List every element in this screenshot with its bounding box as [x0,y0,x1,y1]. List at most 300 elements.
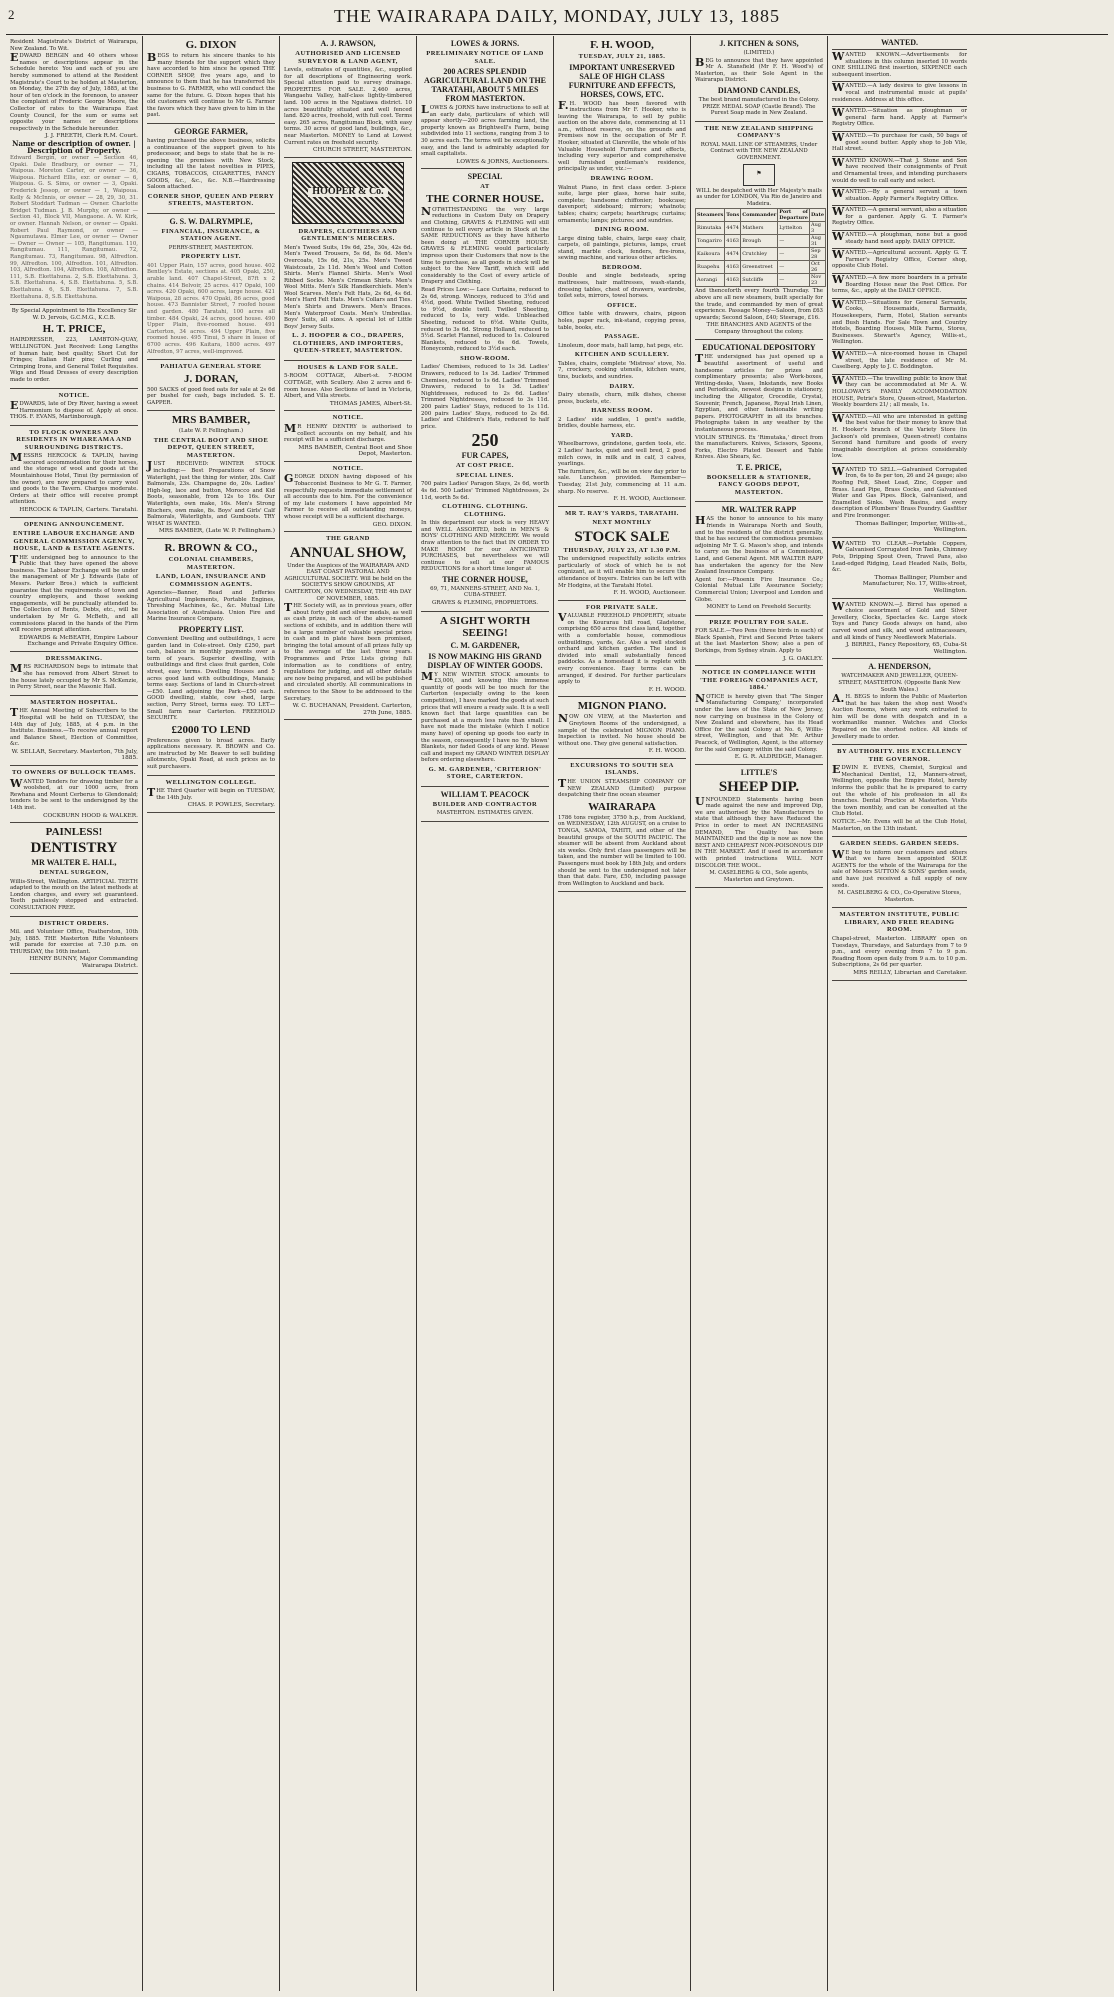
dixon-notice-body: GEORGE DIXON having disposed of his Tobacconist Business to Mr G. T. Farmer, respectfully requests immediate settlement of all accounts due to him. For the convenience of my late customers I have appointed Mr Farmer to receive all outstanding moneys, whose receipt will be a sufficient discharge. [284,472,412,520]
opening-heading: OPENING ANNOUNCEMENT. [23,520,125,528]
companies-act-ad [695,669,823,764]
column-3 [280,36,417,1991]
lowes-body: LOWES & JORNS have instructions to sell at an early date, particulars of which will appear shortly—200 acres farming land, the property known as Brightwell's Farm, being subdivided into 11 sections, ranging from 3 to 30 acres each. The terms will be exceptionally easy, and the land is admirably adapted for small capitalists. [421,103,549,158]
farmer-ad [147,127,275,214]
gardener-display: IS NOW MAKING HIS GRAND DISPLAY OF WINTER GOODS. [427,651,543,670]
private-sale-ad [558,604,686,698]
dixon-heading: G. DIXON [185,39,237,51]
showroom-body: Ladies' Chemises, reduced to 1s 3d. Ladies' Drawers, reduced to 1s 3d. Ladies' Trimmed Chemises, reduced to 1s 6d. Ladies' Trimmed Drawers, reduced to 1s 3d. Ladies' Nightdresses, reduced to 2s 6d. Ladies' Trimmed Nightdresses, reduced to 3s 11d. 200 pairs Ladies' Stays, reduced to 1s 11d. 200 pairs Ladies' Stays, reduced to 2s 6d. Ladies' and Children's Hats, reduced to half price. [421,364,549,430]
passage-body: Linoleum, door mats, hall lamp, hat pegs, etc. [558,342,684,349]
edu-body-2: VIOLIN STRINGS. Ex 'Rimutaka,' direct from the manufacturers. Knives, Scissors, Spoons, Forks, Electro Plated Dessert and Table Knives. Also Shears, &c. [695,434,823,461]
candles-body: The best brand manufactured in the Colony. PRIZE MEDAL SOAP (Castle Brand). The Purest Soap made in New Zealand. [698,96,820,117]
rawson-sub: AUTHORISED AND LICENSED SURVEYOR & LAND AGENT, [295,50,401,65]
college-ad [147,779,275,813]
evens-signature: NOTICE.—Mr. Evens will be at the Club Hotel, Masterton, on the 13th instant. [832,819,967,832]
dixon-notice-signature: GEO. DIXON. [372,521,412,528]
table-row [696,274,826,287]
columns [6,36,1108,1991]
dalrymple-heading: G. S. W. DALRYMPLE, [169,216,253,226]
companies-body: NOTICE is hereby given that 'The Singer Manufacturing Company,' incorporated under the laws of the State of New Jersey, now carrying on business in the Colony of New Zealand and elsewhere, has its Head Office for the said Colony at No. 6, Willis-street, Wellington, and that Mr. Arthur Peacock, of Wellington, Agent, is the attorney for the said Company within the said Colony. [695,691,823,753]
table-row [696,248,826,261]
auction-body: F.H. WOOD has been favored with instructions from Mr F. Hooker, who is leaving the Wairarapa, to sell by public auction on the above date, commencing at 11 a.m., without reserve, on the grounds and Premises now in the occupation of Mr F. Hooker, situated at Clareville, the whole of his Valuable Household Furniture and effects, including very superior and comprehensive well furnished gentleman's residence, principally as under, viz.:— [558,98,686,173]
henderson-ad [832,662,967,745]
bamber-sub: (Late W. P. Fellingham.) [178,428,244,435]
lowes-signature: LOWES & JORNS, Auctioneers. [456,158,549,165]
yard-signature: F. H. WOOD, Auctioneer. [613,496,686,503]
companies-heading: NOTICE IN COMPLIANCE WITH 'THE FOREIGN COMPANIES ACT, 1884.' [700,669,818,692]
schedule-header: Name or description of owner. | Description of Property. [12,138,136,155]
bedroom-body: Double and single bedsteads, spring mattresses, hair mattresses, wash-stands, dressing tables, chest of drawers, wardrobe, toilet sets, mirrors, towel horses. [558,273,686,300]
kitchen-sons-sub: (LIMITED.) [743,50,775,56]
lowes-sub: PRELIMINARY NOTICE OF LAND SALE. [426,50,544,65]
dentist-name: MR WALTER E. HALL, [31,858,117,868]
yard-body-2: The furniture, &c., will be on view day prior to sale. Luncheon provided. Remember—Tuesday, 21st July, commencing at 11 a.m. sharp. No reserve. [558,468,686,495]
labour-body: THE undersigned beg to announce to the Public that they have opened the above business. The Labour Exchange will be under the management of Mr J. Edwards (late of Messrs. Parker Bros.) which is sufficient guarantee that the requirements of town and country employers, and those seeking engagements, will be punctually attended to. The Collection of Rents, Debts, etc., will be undertaken by Mr G. McBeth, and all commissions placed in the hands of the Firm will receive prompt attention. [10,552,138,634]
wanted-item-15 [832,464,967,538]
brown-sub: COLONIAL CHAMBERS, MASTERTON. [168,556,254,571]
edu-body: THE undersigned has just opened up a beautiful assortment of useful and handsome articles for prizes and complimentary presents; also Work-boxes, Writing-desks, Vases, Inkstands, new Books and Periodicals, newest designs in stationery, including the Alligator, Crocodile, Crystal, Souvenir, French, Japanese, Royal Irish Linen, Egyptian, and other fashionable writing papers. PHOTOGRAPHY in all its branches. Photographs taken in any weather by the instantaneous process. [695,352,823,433]
dentistry-body: Willis-Street, Wellington. ARTIFICIAL TEETH adapted to the mouth on the latest methods at London charges, and every set guaranteed. Teeth painlessly stopped and extracted. CONSULTATION FREE. [10,878,138,911]
rapp-body: HAS the honor to announce to his many friends in Wairarapa North and South, and to the residents of the district generally, that he has secured the commodious premises adjoining Mr T. G. Mason's shop, and intends to carry on the business of a Commission, Land, and General Agent. MR WALTER RAPP has undertaken the agency for the New Zealand Insurance Company. [695,514,823,576]
seeds-heading: GARDEN SEEDS. GARDEN SEEDS. [839,840,960,848]
dentry-notice [284,414,412,461]
evans-notice [10,392,138,426]
stock-signature: F. H. WOOD, Auctioneer. [613,590,686,597]
wanted-17-body: WANTED KNOWN.—J. Birrel has opened a choice assortment of Gold and Silver Jewellery, Clocks, Spectacles &c. Large stock Toys and Fancy Goods always on hand, also carved wood and silk, and wood antimacassars, and all kinds of Fancy Needlework Materials. [832,599,967,641]
stock-body: The undersigned respectfully solicits entries particularly of stock of which he is not cognizant, as it will enable him to secure the attendance of buyers. Entries can be left with Mr Hodgins, at the Taratahi Hotel. [558,556,686,589]
wanted-item-7: WANTED.—A general servant, also a situation for a gardener. Apply G. T. Farmer's Registry Office. [832,207,967,231]
wanted-item-16 [832,538,967,599]
bamber-heading: MRS BAMBER, [171,414,251,427]
stock-heading-2: STOCK SALE [574,528,670,545]
wanted-heading: WANTED. [880,38,919,47]
hospital-heading: MASTERTON HOSPITAL. [30,698,118,706]
dixon-body: BEGS to return his sincere thanks to his many friends for the support which they have accorded to him since he opened THE CORNER SHOP, five years ago, and to announce to them that he has transferred his business to G. FARMER, who will conduct the same for the future. G. Dixon hopes that his old customers will continue to Mr G. Farmer the favors which they have given to him in the past. [147,51,275,119]
cell: Ruapehu [696,261,725,274]
cell: Tongariro [696,235,725,248]
wanted-item-8: WANTED.—A ploughman, none but a good steady hand need apply. DAILY OFFICE. [832,232,967,249]
cell: — [778,235,810,248]
dixon-notice-heading: NOTICE. [332,464,364,472]
lend-heading: £2000 TO LEND [171,723,251,736]
edu-heading: EDUCATIONAL DEPOSITORY [702,343,816,353]
bullock-heading: TO OWNERS OF BULLOCK TEAMS. [11,769,137,777]
rawson-body: Levels, estimates of quantities, &c., supplied for all descriptions of Engineering work. Special attention paid to survey drainage. PROPERTIES FOR SALE. 2,460 acres, Wangaehu Valley, half-class lightly-timbered land. 100 acres in the Ngatiawa district. 10 acres beautifully situated and well fenced land. 820 acres, freehold, with full cost. Terms easy. 265 acres, Rangitumau Block, with easy terms. 30 acres of good land, buildings, &c., near Masterton. MONEY to Lend at Lowest Current rates on freehold security. [284,67,412,146]
wood-auction-ad [558,39,686,507]
dining-room-body: Large dining table, chairs, large easy chair, carpets, oil paintings, pictures, lamps, cruet stand, marble clock, fenders, fire-irons, sewing machine, and various other articles. [558,235,686,262]
flock-signature: HERCOCK & TAPLIN, Carters. Taratahi. [19,507,138,514]
dentry-signature: MRS BAMBER, Central Boot and Shoe Depot, Masterton. [298,444,412,458]
poultry-signature: J. G. OAKLEY. [783,655,823,662]
rapp-heading: MR. WALTER RAPP [721,505,797,515]
property-list-body: 401 Upper Plain, 157 acres, good house. 402 Bentley's Estate, sections at. 405 Opaki, 250, arable land. 407 Chapel-Street, 87ft x 2 chains. 414 Belvoir, 25 acres. 417 Opaki, 100 acres. 420 Opaki, 600 acres, large house. 421 Waipoua, 28 acres. 470 Opaki, 86 acres, good house. 473 Bannister Street, 7 roofed house and garden. 480 Taratahi, 100 acres all timber. 484 Opaki, 24 acres, good house. 490 Upper Plain, five-roomed house. 491 Carterton, 34 acres. 494 Upper Plain, five roomed house. 495 Tinui, 5 share in lease of 6700 acres. 496 Kaitara, 1800 acres. 497 Alfredton, 97 acres, well-improved. [147,262,275,355]
labour-exchange-ad [10,521,138,652]
peacock-sub: BUILDER AND CONTRACTOR [432,800,538,808]
shipping-sub: ROYAL MAIL LINE OF STEAMERS, Under Contract with THE NEW ZEALAND GOVERNMENT. [700,141,818,161]
masthead-title: THE WAIRARAPA DAILY, MONDAY, JULY 13, 1885 [334,6,780,26]
hospital-ad [10,699,138,766]
cell: 4163 [725,261,741,274]
district-signature: HENRY BUNNY, Major Commanding Wairarapa District. [29,956,138,970]
evens-heading: BY AUTHORITY. HIS EXCELLENCY THE GOVERNOR. [837,748,962,763]
cell: Sep 28 [809,248,825,261]
special-lines-heading: SPECIAL LINES. [456,471,514,479]
column-6 [691,36,828,1991]
shipping-heading: THE NEW ZEALAND SHIPPING COMPANY'S [704,124,814,140]
clothing-body: In this department our stock is very HEAVY and WELL ASSORTED, both in MEN'S & BOYS' CLOTHING AND MERCERY. We would draw attention to the fact that IN ORDER TO MAKE ROOM for our ANTICIPATED PURCHASES, but nevertheless we will continue to sell at our FAMOUS REDUCTIONS for a short time longer at [421,520,549,573]
seeds-signature: M. CASELBERG & CO., Co-Operative Stores, Masterton. [837,890,962,903]
cell: 4474 [725,248,741,261]
price-heading: H. T. PRICE, [42,323,106,336]
shipping-body: WILL be despatched with Her Majesty's mails as under for LONDON, Via Rio de Janeiro and Madeira. [696,187,822,207]
cell: 4163 [725,274,741,287]
table-row [696,235,826,248]
hospital-body: THE Annual Meeting of Subscribers to the Hospital will be held on TUESDAY, the 14th day of July, 1885, at 4 p.m. in the Institute. Business.—To receive annual report and Balance Sheet, Election of Committee, &c. [10,706,138,748]
bullock-signature: COCKBURN HOOD & WALKER. [43,812,138,819]
cell: Lyttelton [778,222,810,235]
auction-sub: IMPORTANT UNRESERVED SALE OF HIGH CLASS FURNITURE AND EFFECTS, HORSES, COWS, ETC. [568,62,676,99]
cell: Oct 26 [809,261,825,274]
poultry-heading: PRIZE POULTRY FOR SALE. [709,618,809,626]
stock-heading-1: NEXT MONTHLY [592,519,652,527]
kitchen-sons-body: BEG to announce that they have appointed Mr A. Stansfield (Mr F. H. Wood's) of Masterton, as their Sole Agent in the Wairarapa District. [695,55,823,84]
wanted-item-12: WANTED.—A nice-roomed house in Chapel street, the late residence of Mr M. Caselberg. Apply to J. C. Boddington. [832,351,967,375]
brown-ad [147,542,275,776]
cell: Greenstreet [741,261,778,274]
labour-signature: EDWARDS & McBEATH, Empire Labour Exchange and Private Enquiry Office. [18,634,138,648]
notice-top: Resident Magistrate's District of Wairarapa, New Zealand. To Wit. [10,39,138,52]
wanted-item-13: WANTED.—The travelling public to know that they can be accommodated at Mr A. W. HOLLOWAY'S FAMILY ACCOMMODATION HOUSE, Petrie's Store, Queen-street, Masterton. Weekly boarders 21/ ; all meals, 1s. [832,376,967,413]
yard-heading: YARD. [610,431,634,439]
rawson-ad [284,39,412,158]
wanted-rule [832,49,967,50]
cell: 4474 [725,222,741,235]
gardener-body: MY NEW WINTER STOCK amounts to £3,000, and knowing this immense quantity of goods will be too much for the Carterton (especially owing to the keen competition), I have marked the goods at such prices that will ensure a ready sale. It is a well known fact that large quantities can be purchased at a much less rate than small. I have not made the mistake (which I notice many have) of opening up goods too early in the season, consequently I have no 'fly blown' Blankets, nor faded Goods of any kind. Please call and inspect my GRAND WINTER DISPLAY before ordering elsewhere. [421,669,549,764]
column-7 [828,36,971,1991]
wanted-item-1: WANTED KNOWN.—Advertisements for situations in this column inserted 10 words ONE SHILLING first insertion, SIXPENCE each subsequent insertion. [832,52,967,82]
flock-heading: TO FLOCK OWNERS AND RESIDENTS IN WHAREAMA AND SURROUNDING DISTRICTS. [16,428,132,451]
notice-body: EDWARD BERGIN and 40 others whose names or descriptions appear in the Schedule hereto: You and each of you are hereby summoned to attend at the Resident Magistrate's Court to be holden at Masterton, on Monday, the 27th day of July, 1885, at the hour of ten o'clock in the forenoon, to answer the complaint of Frederic George Moore, the Collector of rates to the Wairarapa East County Council, for the sum or sums set opposite your names or descriptions respectively in the Schedule hereunder. [10,51,138,132]
bamber-body: JUST RECEIVED: WINTER STOCK including:— Best Preparations of Snow Waterlight, just the thing for winter, 20s. Calf Balmorals, 23s. Champagne do, 20s. Ladies' High-leg, lace and button, Morocco and Kid Boots, seasonable, from 12s to 16s. Our Waterlights, own make, 16s. Men's Strong Bluchers, own make, 8s. Boys' and Girls' Calf Balmorals, Waterlights, and Gumboots. TRY WHAT IS WANTED. [147,459,275,527]
corner2-heading: THE CORNER HOUSE, [442,574,528,584]
lowes-heading: LOWES & JORNS. [450,39,520,48]
notice-signature: J. J. FREETH, Clerk R.M. Court. [45,133,138,140]
cell: — [778,261,810,274]
clothing-heading: CLOTHING. CLOTHING. CLOTHING. [442,503,528,518]
evens-body: EDWIN E. EVENS, Chemist, Surgical and Mechanical Dentist, 12, Manners-street, Wellington, opposite the Empire Hotel, hereby informs the public that he is prepared to carry out the whole of his profession in all its branches. Dental Practice at Masterton. Visits the town monthly, and can be consulted at the Club Hotel. [832,763,967,818]
mignon-ad [558,700,686,759]
hooper-engraving [292,162,404,224]
special-heading: SPECIAL [467,172,503,182]
dalrymple-ad [147,217,275,360]
lowes-ad [421,39,549,169]
wanted-item-9: WANTED.—Agricultural account. Apply G. T. Farmer's Registry Office, Corner shop, opposite Club Hotel. [832,250,967,274]
auction-date: TUESDAY, JULY 21, 1885. [578,53,666,60]
excursion-ad [558,762,686,892]
corner-house-ad [421,172,549,611]
show-sub: Under the Auspices of the WAIRARAPA AND EAST COAST PASTORAL AND AGRICULTURAL SOCIETY. Will be held on the SOCIETY'S SHOW GROUNDS, AT CARTERTON, ON WEDNESDAY, THE 4th DAY OF NOVEMBER, 1885. [284,562,412,602]
dairy-heading: DAIRY. [609,382,635,390]
fur-capes-heading: FUR CAPES, [461,451,509,461]
kitchen-sons-ad [695,39,823,122]
bullock-body: WANTED Tenders for drawing timber for a woolshed, at our 1000 acre, from Rewhana and Mount Cerberus to Glendonald; tenders to be sent to the undersigned by the 14th inst. [10,776,138,811]
lend-body: Preferences given to broad acres. Early applications necessary. R. BROWN and Co. are instructed by Mr. Beaver to sell building allotments, Opaki Road, at such prices as to suit purchasers. [147,737,275,771]
dixon-notice [284,465,412,532]
show-body: THE Society will, as in previous years, offer about forty gold and silver medals, as well as cash prizes, in each of the above-named sections of exhibits, and in addition there will be a large number of valuable special prizes in cash and in plate have been promised, bringing the total amount of all prizes fully up to the average of the last three years. Programmes and Prize Lists giving full information as to conditions of entry, regulations for judging, and all other details are now being prepared, and will be published and circulated shortly. All communications in reference to the Show to be addressed to the Secretary. [284,601,412,702]
cell: Crutchley [741,248,778,261]
office-body: Office table with drawers, chairs, pigeon holes, paper rack, ink-stand, copying press, table, books, etc. [558,311,686,331]
corner-list: Read Prices Low:— Lace Curtains, reduced to 2s 6d, strong. Winceys, reduced to 3½d and 4½d, good. White Twilled Sheeting, reduced to 9½d, double twill. Twilled Sheeting, reduced to 1s, very wide. Unbleached Sheeting, reduced to 6½d. White Quilts, reduced to 3s 6d. Strong Holland, reduced to 5½d. Scarlet Flannel, reduced to 1s. Coloured Blankets, reduced to 6s 6d. Towels, Honeycomb, reduced to 3½d each. [421,286,549,353]
rawson-heading: A. J. RAWSON, [320,39,376,48]
cell: 4163 [725,235,741,248]
rapp-signature: MONEY to Lend on Freehold Security. [706,604,812,611]
candles-heading: DIAMOND CANDLES, [717,85,801,95]
te-price-sub: BOOKSELLER & STATIONER, FANCY GOODS DEPOT, MASTERTON. [706,473,812,496]
show-heading-2: ANNUAL SHOW, [289,544,407,561]
poultry-body: FOR SALE.—Two Pens (three birds in each) of Black Spanish, First and Second Prize takers at the last Masterton Show; also a pen of Dorkings, from Sydney strain. Apply to [695,628,823,655]
henderson-sub: WATCHMAKER AND JEWELLER, QUEEN-STREET, MASTERTON. (Opposite Bank New South Wales.) [838,673,961,693]
harness-heading: HARNESS ROOM. [591,407,653,415]
institute-signature: MRS REILLY, Librarian and Caretaker. [853,969,967,976]
seeds-body: WE beg to inform our customers and others that we have been appointed SOLE AGENTS for the whole of the Wairarapa for the sale of Messrs SUTTON & SONS' garden seeds, and have just received a full supply of new seeds. [832,847,967,889]
shipping-ad [695,125,823,341]
column-5 [554,36,691,1991]
pahiatua-body: 500 SACKS of good feed oats for sale at 2s 6d per bushel for cash, bags included. S. E. GAPPER. [147,386,275,406]
brown-property-body: Convenient Dwelling and outbuildings, 1 acre garden land in Cole-street. Only £250, part cash, balance in monthly payments over a term of years. Superior dwelling, with outbuildings and first class fruit garden, Cole street, easy terms. Dwelling Houses and 5 acres good land with outbuildings, Manaia; terms easy. Sections of land in Church-street—£50. Land adjoining the Park—£50 each. GOOD dwelling, stable, cow shed, large section, Perry Street, terms easy. TO LET—Small farm near Carterton. FREEHOLD SECURITY. [147,635,275,722]
district-body: Mil. and Volunteer Office, Featherston, 10th July, 1885. THE Masterton Rifle Volunteers will parade for exercise at 7.30 p.m. on THURSDAY, the 16th instant. [10,929,138,955]
farmer-body: having purchased the above business, solicits a continuance of the support given to his predecessor, and begs to state that he is re-opening the premises with New Stock, including all the latest novelties in PIPES, CIGARS, TOBACCOS, CIGARETTES, FANCY GOODS, &c., &c., &c. N.B.—Hairdressing Saloon attached. [147,137,275,191]
district-heading: DISTRICT ORDERS. [39,919,109,927]
dressmaking-ad [10,655,138,696]
henderson-body: A.H. BEGS to inform the Public of Masterton that he has taken the shop next Wood's Auction Rooms, where any work entrusted to him will be done with despatch and in a workmanlike manner. Watches and Clocks Repaired on the shortest notice. All kinds of Jewellery made to order. [832,692,967,740]
dentistry-heading-2: DENTISTRY [30,840,118,857]
column-1 [6,36,143,1991]
fur-capes-count: 250 [471,430,499,451]
annual-show-ad [284,535,412,720]
peacock-body: MASTERTON. ESTIMATES GIVEN. [436,810,534,817]
sailings-table [695,208,826,287]
farmer-heading: GEORGE FARMER, [174,126,248,136]
masthead-rule [6,34,1108,35]
dixon-ad [147,39,275,124]
wanted-15-signature: Thomas Ballinger, Importer, Willis-st., Wellington. [855,520,967,534]
pahiatua-ad [147,363,275,411]
showroom-heading: SHOW-ROOM. [460,354,510,362]
wanted-item-11: WANTED.—Situations for General Servants, Cooks, Housemaids, Barmaids, Housekeepers, Farm, Hotel, Station servants and Bush Hands. For Sale Town and Country Hotels, Boarding Houses, Milk Farms, Stores, Businesses. Stewart's Agency, Willis-st., Wellington. [832,300,967,350]
dentistry-heading-1: PAINLESS! [45,826,103,839]
private-body: VALUABLE FREEHOLD PROPERTY, situate on the Kourarau hill road, Gladstone, comprising 650 acres first class land, together with a comfortable house, commodious outbuildings, yards, &c. Also a well stocked orchard and kitchen garden. The land is divided into small substantially fenced paddocks. As a homestead it is replete with every convenience. Easy terms can be arranged, if desired. For further particulars apply to [558,611,686,686]
rays-heading: MR T. RAY'S YARDS, TARATAHI. [565,509,679,517]
bedroom-heading: BEDROOM. [602,263,642,271]
wanted-item-5: WANTED KNOWN.—That J. Stone and Son have received their consignments of Fruit and Ornamental trees, and intending purchasers would do well to call early and select. [832,158,967,188]
cell: Rimutaka [696,222,725,235]
column-2 [143,36,280,1991]
brown-sub2: LAND, LOAN, INSURANCE AND COMMISSION AGENTS. [155,573,267,588]
te-price-heading: T. E. PRICE, [736,462,782,472]
table-row [696,222,826,235]
dalrymple-address: PERRY-STREET, MASTERTON. [168,244,254,251]
shipping-body-2: And thenceforth every fourth Thursday. The above are all new steamers, built specially for the trade, and commanded by men of great experience. Passage Money—Saloon, from £63 upwards; Second Saloon, £40; Steerage, £16. [695,288,823,321]
district-orders-ad [10,920,138,974]
houses-ad [284,364,412,411]
wairarapa-ship-heading: WAIRARAPA [588,800,656,813]
wanted-16-body: WANTED TO CLEAR.—Portable Coppers, Galvanised Corrugated Iron Tanks, Chimney Pots, Dripping Spout Oven, Travel Pans, also Lead-edged Ridging, Lead Headed Nails, Bolts, &c. [832,538,967,574]
fur-capes-sub: AT COST PRICE. [455,462,515,470]
sailings-header-row [696,209,826,222]
price-body: HAIRDRESSER, 223, LAMBTON-QUAY, WELLINGTON. Just Received: Long Lengths of human hair, best quality; Short Cut for Fringes; Italian Hair pins; Curling and Crimping Irons, and General Toilet Requisites. Wigs and Head Dresses of every description made to order. [10,337,138,383]
dairy-body: Dairy utensils, churn, milk dishes, cheese press, buckets, etc. [558,392,686,405]
college-heading: WELLINGTON COLLEGE. [165,778,257,786]
sheep-heading-2: SHEEP DIP. [718,778,800,795]
educational-depository-ad [695,343,823,502]
column-4 [417,36,554,1991]
sheep-signature: M. CASELBERG & CO., Sole agents, Masterton and Greytown. [709,870,809,883]
hooper-engraving-label: HOOPER & Co. [308,188,387,197]
rapp-ad [695,505,823,615]
hooper-body: Men's Tweed Suits, 19s 6d, 25s, 30s, 42s 6d. Men's Tweed Trousers, 5s 6d, 8s 6d. Men's Overcoats, 15s 6d, 21s, 25s. Men's Tweed Waistcoats, 2s 11d. Men's Wool and Cotton Shirts. Men's Flannel Shirts. Men's Wool Ribbed Socks. Men's Crimean Shirts. Men's Wool Mitts. Men's Silk Handkerchiefs. Men's Wool Scarves. Men's Felt Hats, 2s 6d, 4s 6d. Men's Hard Felt Hats. Men's Collars and Ties. Men's Shirts and Drawers. Men's Braces. Men's Waterproof Coats. Men's Umbrellas. Boys' Suits, all sizes. A special lot of Little Boys' Jersey Suits. [284,244,412,330]
cell: Kaikoura [696,248,725,261]
wanted-item-17 [832,599,967,660]
institute-ad [832,911,967,980]
wanted-16-signature: Thomas Ballinger, Plumber and Manufacturer, No. 17, Willis-street, Wellington. [862,574,967,594]
labour-heading: ENTIRE LABOUR EXCHANGE AND GENERAL COMMISSION AGENCY, HOUSE, LAND & ESTATE AGENTS. [13,530,135,553]
sailings-col-tons: Tons [725,209,741,222]
ship-flag-icon: ⚑ [743,164,775,186]
corner2-signature: GRAVES & FLEMING, PROPRIETORS. [431,600,539,607]
mignon-heading: MIGNON PIANO. [577,700,667,713]
drawing-room-heading: DRAWING ROOM. [590,175,654,183]
college-body: THE Third Quarter will begin on TUESDAY, the 14th July. [147,786,275,801]
henderson-heading: A. HENDERSON, [868,662,931,672]
wanted-item-6: WANTED.—By a general servant a town situation. Apply Farmer's Registry Office. [832,189,967,206]
gardener-heading: C. M. GARDENER, [450,640,520,650]
dentry-heading: NOTICE. [332,414,364,422]
sight-heading: A SIGHT WORTH SEEING! [439,614,531,639]
hooper-heading: DRAPERS, CLOTHIERS AND GENTLEMEN'S MERCERS. [298,227,398,243]
institute-body: Chapel-street, Masterton. LIBRARY open on Tuesdays, Thursdays, and Saturdays from 7 to 9 p.m., and every evening from 7 to 9 p.m. Reading Room open daily from 9 a.m. to 10 p.m. Subscriptions, 2s 6d per quarter. [832,935,967,969]
bamber-sub2: THE CENTRAL BOOT AND SHOE DEPOT, QUEEN STREET, MASTERTON. [153,436,269,459]
poultry-ad [695,619,823,666]
cell: — [778,248,810,261]
sheep-heading-1: LITTLE'S [740,767,778,777]
flock-body: MESSRS HERCOCK & TAPLIN, having secured accommodation for their horses, and the storage of wool and goods at the Mountainhouse Hotel, Tinui (by permission of the owner), are now prepared to carry wool and goods to the Tavern. Charges moderate. Orders at their office will receive prompt attention. [10,451,138,506]
sheep-dip-ad [695,768,823,889]
brown-body: Agencies—Banner, Read and Jefferies Agricultural Implements, Portable Engines, Threshing Machines, &c., &c. Mutual Life Association of Australasia. Union Fire and Marine Insurance Company. [147,590,275,623]
college-signature: CHAS. P. POWLES, Secretary. [187,802,275,809]
wanted-item-10: WANTED.—A few more boarders in a private Boarding House near the Post Office. For terms, &c., apply at the DAILY OFFICE. [832,275,967,299]
show-signature: W. C. BUCHANAN, President. Carterton, 27th June, 1885. [292,703,412,716]
dentry-body: MR HENRY DENTRY is authorised to collect accounts on my behalf, and his receipt will be a sufficient discharge. [284,421,412,444]
sailings-col-commander: Commander [741,209,778,222]
gardener-signature: G. M. GARDENER, 'CRITERION' STORE, CARTERTON. [428,765,542,781]
institute-heading: MASTERTON INSTITUTE, PUBLIC LIBRARY, AND FREE READING ROOM. [839,911,960,934]
private-signature: F. H. WOOD. [648,686,686,693]
mignon-signature: F. H. WOOD. [648,748,686,755]
evans-heading: NOTICE. [58,391,90,399]
kitchen-heading: KITCHEN AND SCULLERY. [574,351,670,359]
price-appointment: By Special Appointment to His Excellency Sir W. D. Jervois, G.C.M.G., K.C.B. [11,308,137,321]
bamber-ad [147,414,275,539]
wanted-item-3: WANTED.—Situation as ploughman or general farm hand. Apply at Farmer's Registry Office. [832,108,967,132]
wanted-item-14: WANTED.—All who are interested in getting the best value for their money to know that H. Hooker's branch of the Variety Store (in Jackson's old premises, Queen-street) contains Second hand furniture and goods of every imaginable description at prices considerably low. [832,414,967,464]
houses-signature: THOMAS JAMES, Albert-St. [329,400,412,407]
companies-signature: E. G. R. ALDRIDGE, Manager. [734,754,823,761]
pahiatua-heading: PAHIATUA GENERAL STORE [160,363,262,371]
brown-property-heading: PROPERTY LIST. [178,624,244,634]
bullock-teams-ad [10,769,138,823]
cell: Mathers [741,222,778,235]
office-heading: OFFICE. [607,301,637,309]
stock-date: THURSDAY, JULY 23, AT 1.30 P.M. [563,546,681,554]
gardener-ad [421,615,549,787]
lowes-lead: 200 ACRES SPLENDID AGRICULTURAL LAND ON THE TARATAHI, ABOUT 5 MILES FROM MASTERTON. [423,67,547,103]
hooper-ad [284,162,412,361]
price-hairdresser-ad [10,308,138,388]
mignon-body: NOW ON VIEW, at the Masterton and Greytown Rooms of the undersigned, a sample of the celebrated MIGNON PIANO. Inspection is invited. No house should be without one. They give general satisfaction. [558,712,686,747]
drawing-room-body: Walnut Piano, in first class order. 3-piece suite, large pier glass, horse hair suite, complete; handsome chiffonier; bookcase; davenport; sideboard; mirrors; whatnots; tables; chairs; carpets; hearthrugs; curtains; ornaments; lamps; pictures; and sundries. [558,184,686,224]
evans-body: EDWARDS, late of Dry River, having a sweet Harmonium to dispose of. Apply at once. THOS. F. EVANS, Martinborough. [10,399,138,421]
evens-ad [832,748,967,837]
bamber-signature: MRS BAMBER, (Late W. P. Fellingham.) [158,528,275,535]
schedule-list: Edward Bergin, or owner — Section 46, Opaki. Dale Bradbury, or owner — 71, Waipoua. Moreton Carter, or owner — 36, Waipoua. Richard Ellis, exr. or owner — 6, Waipoua. G. S. Sims, or owner — 3, Opaki. Frederick Jessop, or owner — 1, Waipoua. Kelly & McInnis, or owner — 28, 29, 30, 31. Robert Stoddart Tudman — Owner. Charlotte Bridget Tudman. J. B. Murphy, or owner — Section 41, Block VII, Mangaone. A. W. Kirk, or owner. Hannah Nelson, or owner — Opaki. Robert Paul Raymond, or owner — Ngaumutawa. Elmer Lee, or owner — Owner — Owner — Owner — 105, Rangitumau. 110, Rangitumau. 111, Rangitumau. 72, Rangitumau. 73, Rangitumau. 98, Alfredton. 99, Alfredton. 100, Alfredton. 101, Alfredton. 103, Alfredton. 104, Alfredton. 108, Alfredton. 111, S.B. Ekettahuna. 2, S.B. Ekettahuna. 3, S.B. Ekettahuna. 4, S.B. Ekettahuna. 5, S.B. Ekettahuna. 6, S.B. Ekettahuna. 7, S.B. Ekettahuna. 8, S.B. Ekettahuna. [10,155,138,300]
table-row [696,261,826,274]
sailings-col-port: Port of Departure [779,209,808,222]
flock-owners-ad [10,429,138,518]
wanted-17-signature: J. BIRREL, Fancy Repository, 65, Cuba-St Wellington. [845,642,967,655]
brown-heading: R. BROWN & CO., [164,542,258,554]
special-at: AT [480,183,490,191]
cell: Nov 23 [809,274,825,287]
hooper-signature: L. J. HOOPER & CO., DRAPERS, CLOTHIERS, AND IMPORTERS, QUEEN-STREET, MASTERTON. [292,332,404,355]
passage-heading: PASSAGE. [604,333,640,341]
sailings-col-date: Date [809,209,825,222]
sheep-body: UNFOUNDED Statements having been made against the new and improved Dip, we are authorised by the Manufacturers to state that although they have Reduced the Price in order to meet AN INCREASING DEMAND, The Quality has been MAINTAINED and the dip is now as now the BEST AND CHEAPEST NON-POISONOUS DIP IN THE MARKET. And if used in accordance with printed instructions WILL NOT DISCOLOR THE WOOL. [695,794,823,869]
peacock-heading: WILLIAM T. PEACOCK [440,789,530,799]
rapp-body-2: Agent for:—Phoenix Fire Insurance Co.; Colonial Mutual Life Assurance Society; Commercial Union; Liverpool and London and Globe. [695,576,823,603]
dining-room-heading: DINING ROOM. [594,226,650,234]
corner-body: NOTWITHSTANDING the very large reductions in Custom Duty on Drapery and Clothing, GRAVES & FLEMING will still continue to sell every article in Stock at the SAME REDUCTIONS as they have hitherto been doing at THE CORNER HOUSE. GRAVES & FLEMING would particularly impress upon their Customers that now is the time to purchase, as all goods in stock will be subject to the New Tariff, which will add considerably to the Cost of every article of Drapery and Clothing. [421,204,549,286]
peacock-ad [421,790,549,822]
excursion-body: THE UNION STEAMSHIP COMPANY OF NEW ZEALAND (Limited) purpose despatching their fine ocean steamer [558,776,686,799]
cell: Aug 3 [809,222,825,235]
dentist-title: DENTAL SURGEON, [39,869,109,877]
special-lines-body: 700 pairs Ladies' Paragon Stays, 2s 6d, worth 4s 6d. 500 Ladies' Trimmed Nightdresses, 2s 11d, worth 5s 6d. [421,481,549,501]
cell: Aug 31 [809,235,825,248]
auction-heading: F. H. WOOD, [590,39,654,51]
garden-seeds-ad [832,840,967,908]
wanted-item-2: WANTED.—A lady desires to give lessons in vocal and instrumental music at pupils' residences. Address at this office. [832,83,967,107]
stock-sale-ad [558,510,686,601]
yard-body: Wheelbarrows, grindstone, garden tools, etc. 2 Ladies' hacks, quiet and well bred, 2 good milch cows, in milk and in calf, 3 calves, yearlings. [558,441,686,468]
cell: Aorangi [696,274,725,287]
farmer-shop: CORNER SHOP, QUEEN AND PERRY STREETS, MASTERTON. [147,192,275,208]
cell: Brough [741,235,778,248]
wanted-item-4: WANTED.—To purchase for cash, 50 bags of good sound butter. Apply shop to Job Vile, Hall street. [832,133,967,157]
sailings-col-steamer: Steamers [696,209,725,222]
show-heading-1: THE GRAND [326,535,370,543]
summons-notice [10,39,138,305]
wanted-15-body: WANTED TO SELL.—Galvanised Corrugated Iron, 6s to 8s per ton, 26 and 24 gauge; also Roofing Felt, Sheet Lead, Zinc, Copper and Brass. Lead Pipe, Brass Cocks, and Galvanised Water and Gas Pipes. Block, Galvanised, and Enamelled Sinks. Wash Basins, and every description of Plumbers' Brass Foundry. Gasfitter and Fire Ironmonger. [832,464,967,520]
kitchen-sons-heading: J. KITCHEN & SONS, [719,39,799,48]
harness-body: 2 Ladies' side saddles, 1 gent's saddle, bridles, double harness, etc. [558,416,686,430]
private-heading: FOR PRIVATE SALE. [585,603,658,611]
kitchen-body: Tables, chairs, complete 'Mistress' stove, No. 7, crockery, cooking utensils, kitchen ware, tins, buckets, and sundries. [558,360,686,380]
rawson-signature: CHURCH STREET, MASTERTON. [312,147,412,154]
property-list-heading: PROPERTY LIST. [181,253,241,261]
page-number: 2 [8,7,15,22]
cell: — [778,274,810,287]
dressmaking-heading: DRESSMAKING. [45,654,103,662]
